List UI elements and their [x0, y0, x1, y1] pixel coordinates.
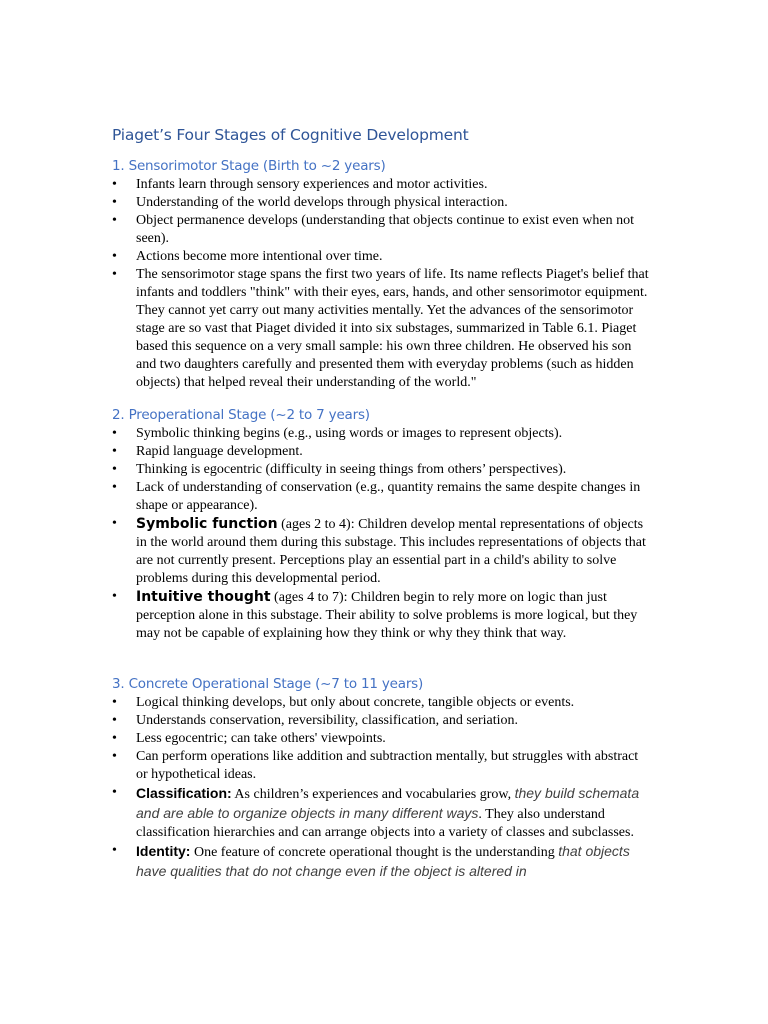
bullet-icon: •	[112, 785, 117, 800]
stage-2-list	[112, 425, 652, 643]
bullet-icon: •	[112, 516, 117, 531]
intuitive-thought-text: (ages 4 to 7): Children begin to rely more on logic than just perception alone in this substage. Their ability to solve problems is more logical, but they may not be capable of explaining how they think or why they think that way.	[136, 590, 638, 641]
list-item-text: Can perform operations like addition and subtraction mentally, but struggles with abstract or hypothetical ideas.	[136, 749, 639, 782]
stage-1-heading: 1. Sensorimotor Stage (Birth to ~2 years)	[112, 158, 386, 174]
list-item-text: Understanding of the world develops through physical interaction.	[136, 195, 508, 210]
bullet-icon: •	[112, 731, 117, 746]
spacer	[112, 392, 652, 406]
list-item	[112, 212, 652, 248]
list-item	[112, 748, 652, 784]
list-item	[112, 694, 652, 712]
bullet-icon: •	[112, 749, 117, 764]
list-item-text: The sensorimotor stage spans the first two years of life. Its name reflects Piaget's belief that infants and toddlers "think" with their eyes, ears, hands, and other sensorimotor equipment. They cannot yet carry out many activities mentally. Yet the advances of the sensorimotor stage are so vast that Piaget divided it into six substages, summarized in Table 6.1. Piaget based this sequence on a very small sample: his own three children. He observed his son and two daughters carefully and presented them with everyday problems (such as hidden objects) that helped reveal their understanding of the world."	[136, 267, 649, 390]
bullet-icon: •	[112, 426, 117, 441]
bullet-icon: •	[112, 713, 117, 728]
list-item	[112, 784, 652, 842]
classification-italic: they build schemata and are able to organize objects in many different ways	[136, 785, 640, 821]
bullet-icon: •	[112, 444, 117, 459]
bullet-icon: •	[112, 249, 117, 264]
bullet-icon: •	[112, 462, 117, 477]
list-item	[112, 588, 652, 643]
list-item-text: Infants learn through sensory experiences and motor activities.	[136, 177, 488, 192]
symbolic-function-text: (ages 2 to 4): Children develop mental representations of objects in the world around them during this substage. This includes representations of objects that are not currently present. Perceptions play an essential part in a child's ability to solve problems during this developmental period.	[136, 517, 646, 586]
list-item-text: Rapid language development.	[136, 444, 303, 459]
list-item	[112, 248, 652, 266]
bullet-icon: •	[112, 213, 117, 228]
spacer	[112, 643, 652, 675]
bullet-icon: •	[112, 480, 117, 495]
list-item	[112, 515, 652, 588]
list-item-text: Actions become more intentional over time.	[136, 249, 383, 264]
list-item	[112, 266, 652, 392]
bullet-icon: •	[112, 695, 117, 710]
identity-text-before: One feature of concrete operational thought is the understanding	[190, 845, 559, 860]
bullet-icon: •	[112, 589, 117, 604]
list-item	[112, 443, 652, 461]
stage-3-heading: 3. Concrete Operational Stage (~7 to 11 years)	[112, 676, 424, 692]
list-item	[112, 425, 652, 443]
list-item	[112, 461, 652, 479]
list-item-text: Less egocentric; can take others' viewpoints.	[136, 731, 386, 746]
list-item	[112, 712, 652, 730]
list-item	[112, 176, 652, 194]
bullet-icon: •	[112, 195, 117, 210]
stage-3-list	[112, 694, 652, 882]
list-item-text: Thinking is egocentric (difficulty in seeing things from others’ perspectives).	[136, 462, 567, 477]
classification-text-after: . They also understand classification hierarchies and can arrange objects into a variety of classes and subclasses.	[136, 807, 634, 840]
identity-term: Identity:	[136, 843, 191, 859]
classification-text-before: As children’s experiences and vocabularies grow,	[231, 787, 515, 802]
list-item-text: Logical thinking develops, but only about concrete, tangible objects or events.	[136, 695, 575, 710]
identity-italic: that objects have qualities that do not change even if the object is altered in	[136, 843, 630, 879]
stage-1-list	[112, 176, 652, 392]
bullet-icon: •	[112, 177, 117, 192]
symbolic-function-term: Symbolic function	[136, 516, 278, 532]
list-item-text: Understands conservation, reversibility, classification, and seriation.	[136, 713, 519, 728]
bullet-icon: •	[112, 267, 117, 282]
list-item-text: Object permanence develops (understanding that objects continue to exist even when not seen).	[136, 213, 635, 246]
stage-2-heading: 2. Preoperational Stage (~2 to 7 years)	[112, 407, 370, 423]
list-item	[112, 479, 652, 515]
document-body	[112, 125, 652, 882]
list-item	[112, 842, 652, 882]
list-item-text: Lack of understanding of conservation (e.g., quantity remains the same despite changes in shape or appearance).	[136, 480, 641, 513]
classification-term: Classification:	[136, 785, 232, 801]
intuitive-thought-term: Intuitive thought	[136, 589, 271, 605]
list-item	[112, 194, 652, 212]
list-item-text: Symbolic thinking begins (e.g., using words or images to represent objects).	[136, 426, 563, 441]
bullet-icon: •	[112, 843, 117, 858]
document-title: Piaget’s Four Stages of Cognitive Development	[112, 126, 469, 144]
list-item	[112, 730, 652, 748]
